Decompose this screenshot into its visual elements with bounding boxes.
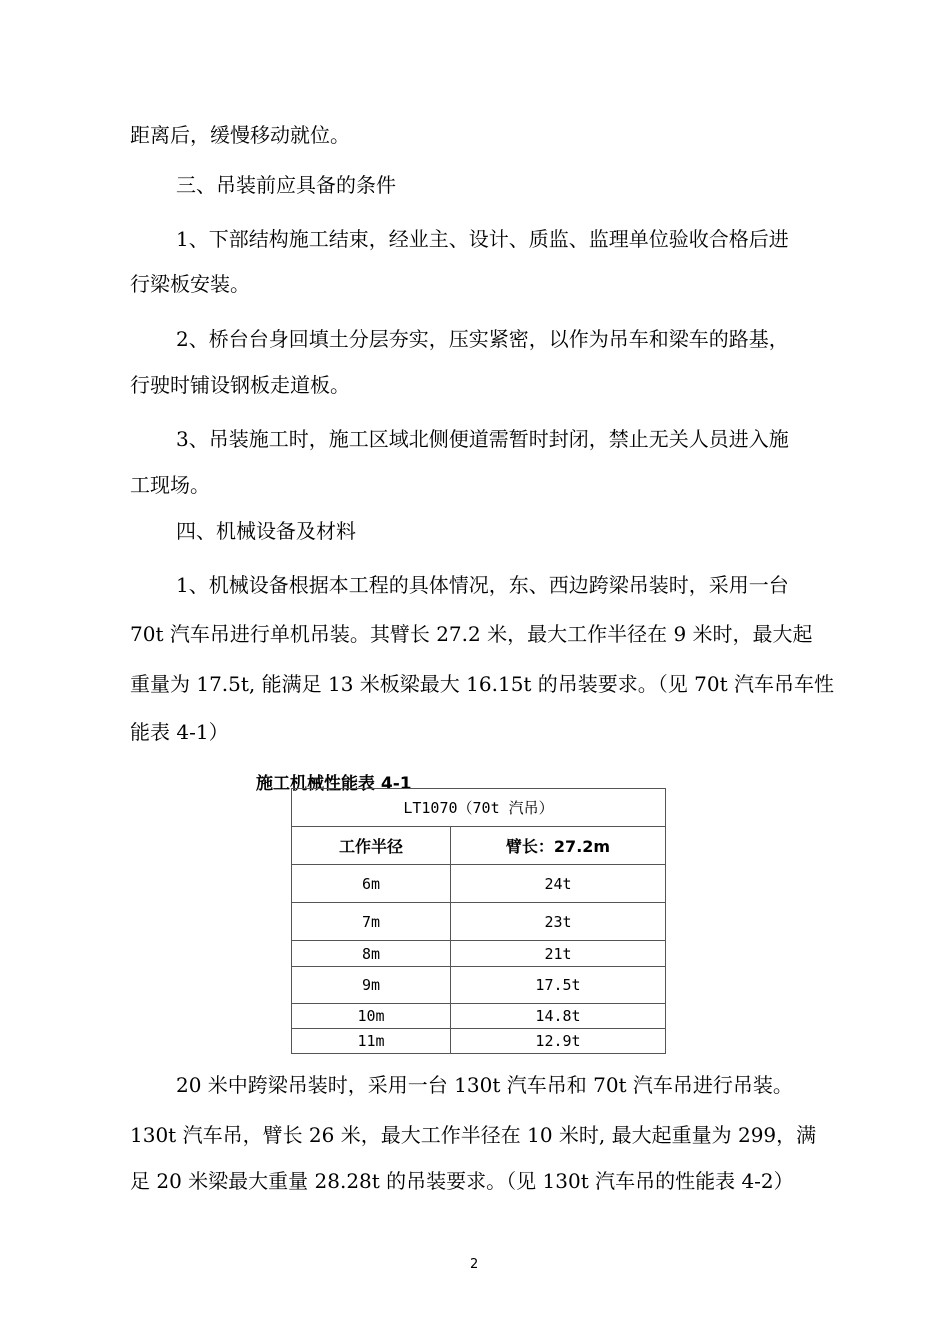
paragraph-line: 重量为 17.5t, 能满足 13 米板梁最大 16.15t 的吊装要求。（见 70t 汽车吊车性: [130, 672, 835, 696]
column-header-radius: 工作半径: [292, 827, 451, 865]
paragraph-line: 3、吊装施工时，施工区域北侧便道需暂时封闭，禁止无关人员进入施: [176, 427, 789, 451]
paragraph-line: 距离后，缓慢移动就位。: [130, 123, 350, 147]
paragraph-line: 1、下部结构施工结束，经业主、设计、质监、监理单位验收合格后进: [176, 227, 789, 251]
paragraph-line: 行梁板安装。: [130, 272, 250, 296]
crane-performance-table: [291, 788, 666, 1054]
table-row: [292, 1004, 666, 1029]
capacity-cell: 14.8t: [451, 1004, 666, 1029]
paragraph-line: 行驶时铺设钢板走道板。: [130, 373, 350, 397]
table-row: [292, 1029, 666, 1054]
paragraph-line: 130t 汽车吊，臂长 26 米，最大工作半径在 10 米时, 最大起重量为 299，满: [130, 1123, 817, 1147]
paragraph-line: 70t 汽车吊进行单机吊装。其臂长 27.2 米，最大工作半径在 9 米时，最大起: [130, 622, 813, 646]
radius-cell: 11m: [292, 1029, 451, 1054]
table-title: LT1070（70t 汽吊）: [292, 789, 666, 827]
radius-cell: 10m: [292, 1004, 451, 1029]
table-caption: 施工机械性能表 4-1: [256, 774, 412, 794]
paragraph-line: 1、机械设备根据本工程的具体情况，东、西边跨梁吊装时，采用一台: [176, 573, 789, 597]
capacity-cell: 24t: [451, 865, 666, 903]
paragraph-line: 2、桥台台身回填土分层夯实，压实紧密，以作为吊车和梁车的路基，: [176, 327, 789, 351]
capacity-cell: 21t: [451, 941, 666, 967]
section-heading: 三、吊装前应具备的条件: [176, 173, 396, 197]
radius-cell: 7m: [292, 903, 451, 941]
page-number: 2: [470, 1257, 479, 1272]
section-heading: 四、机械设备及材料: [176, 519, 356, 543]
column-header-boom: 臂长：27.2m: [451, 827, 666, 865]
paragraph-line: 工现场。: [130, 473, 210, 497]
table-row: [292, 903, 666, 941]
radius-cell: 6m: [292, 865, 451, 903]
capacity-cell: 17.5t: [451, 967, 666, 1004]
paragraph-line: 20 米中跨梁吊装时，采用一台 130t 汽车吊和 70t 汽车吊进行吊装。: [176, 1073, 793, 1097]
paragraph-line: 能表 4-1）: [130, 720, 229, 744]
capacity-cell: 12.9t: [451, 1029, 666, 1054]
radius-cell: 9m: [292, 967, 451, 1004]
table-row: [292, 967, 666, 1004]
radius-cell: 8m: [292, 941, 451, 967]
paragraph-line: 足 20 米梁最大重量 28.28t 的吊装要求。（见 130t 汽车吊的性能表 4-2）: [130, 1169, 794, 1193]
table-row: [292, 941, 666, 967]
table-row: [292, 865, 666, 903]
capacity-cell: 23t: [451, 903, 666, 941]
